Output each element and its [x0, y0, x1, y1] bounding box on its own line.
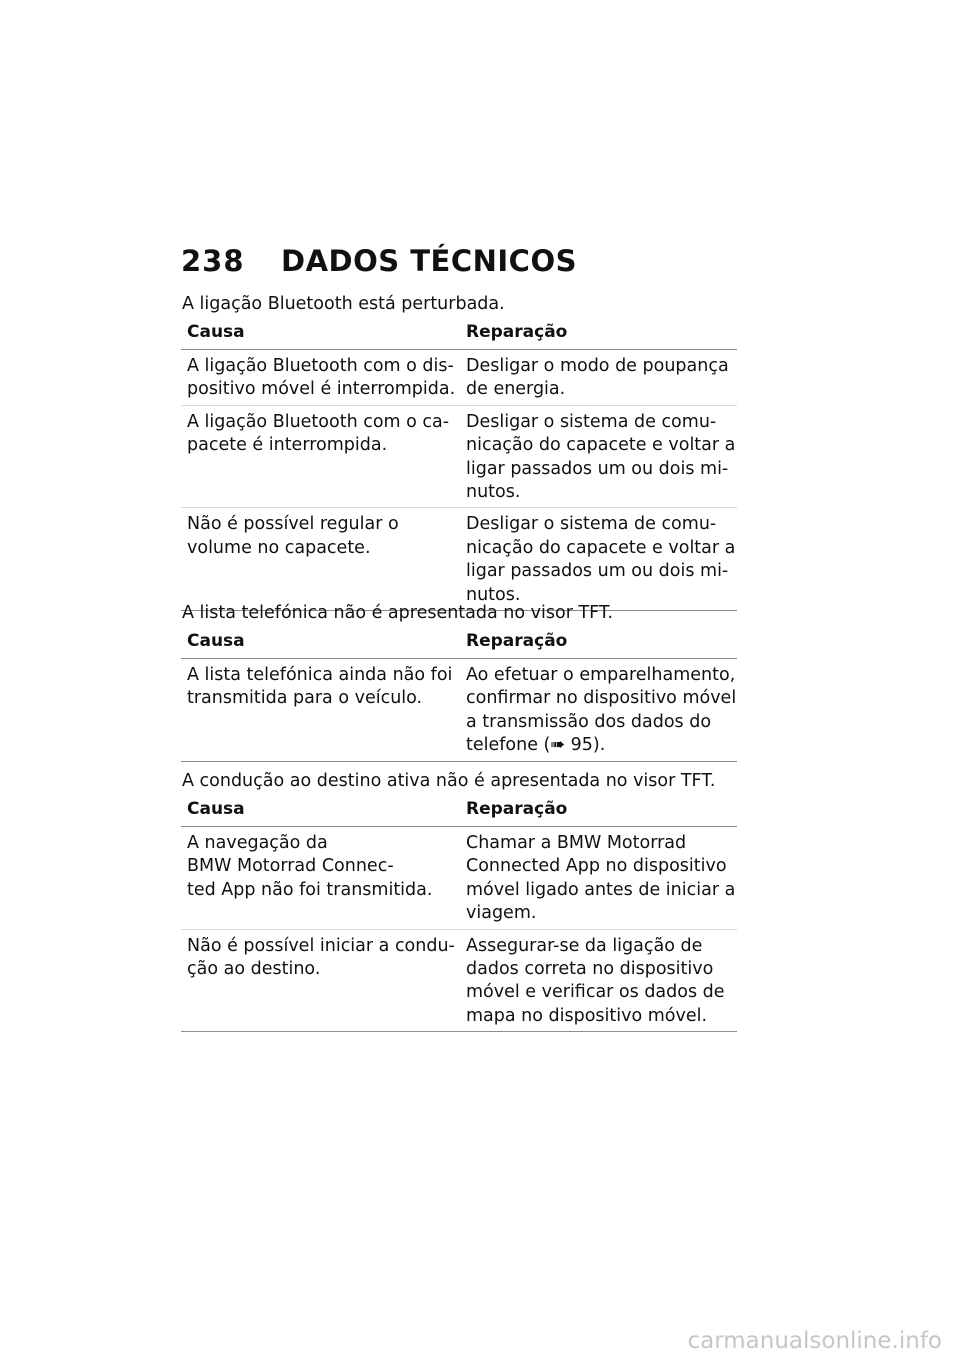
fix-text: nicação do capacete e voltar a: [466, 435, 736, 456]
fix-cell: [460, 350, 737, 406]
fix-text: Chamar a BMW Motorrad: [466, 833, 687, 853]
fix-cell: [460, 827, 737, 930]
table-row: [181, 350, 737, 406]
section-intro: A ligação Bluetooth está perturbada.: [182, 294, 505, 314]
cause-text: A ligação Bluetooth com o ca-: [187, 411, 450, 432]
section-bluetooth: [181, 292, 737, 611]
cause-cell: [181, 827, 460, 930]
cause-text: transmitida para o veículo.: [187, 688, 423, 709]
page-title: DADOS TÉCNICOS: [281, 244, 577, 278]
cause-text: A ligação Bluetooth com o dis-: [187, 356, 454, 376]
cause-text: volume no capacete.: [187, 537, 371, 558]
fix-text: Desligar o modo de poupança: [466, 356, 729, 376]
section-intro: A condução ao destino ativa não é apresentada no visor TFT.: [182, 771, 716, 791]
fix-text: Desligar o sistema de comu-: [466, 514, 717, 535]
table-row: [181, 929, 737, 1032]
cause-cell: [181, 929, 460, 1032]
column-header-fix: Reparação: [460, 796, 737, 827]
fix-text: nutos.: [466, 482, 521, 503]
cause-text: Não é possível regular o: [187, 514, 399, 535]
cause-cell: [181, 659, 460, 762]
fix-text: dados correta no dispositivo: [466, 959, 714, 980]
section-navigation: [181, 769, 737, 1032]
cause-text: positivo móvel é interrompida.: [187, 379, 456, 400]
section-intro: A lista telefónica não é apresentada no visor TFT.: [182, 603, 614, 623]
table-row: [181, 827, 737, 930]
fix-text: Desligar o sistema de comu-: [466, 411, 717, 432]
fix-text: Assegurar-se da ligação de: [466, 935, 703, 956]
column-header-fix: Reparação: [460, 628, 737, 659]
table-row: [181, 508, 737, 611]
fix-text: viagem.: [466, 903, 537, 924]
fix-text: confirmar no dispositivo móvel: [466, 688, 737, 709]
cause-text: ted App não foi transmitida.: [187, 879, 433, 900]
cause-cell: [181, 508, 460, 611]
column-header-fix: Reparação: [460, 319, 737, 350]
fix-text: nicação do capacete e voltar a: [466, 537, 736, 558]
troubleshooting-table: [181, 628, 737, 762]
page-number: 238: [181, 244, 245, 278]
cause-text: BMW Motorrad Connec-: [187, 856, 394, 877]
cause-text: Não é possível iniciar a condu-: [187, 935, 455, 956]
troubleshooting-table: [181, 796, 737, 1032]
troubleshooting-table: [181, 319, 737, 611]
column-header-cause: Causa: [181, 319, 460, 350]
cause-cell: [181, 405, 460, 508]
cause-cell: [181, 350, 460, 406]
fix-text: de energia.: [466, 379, 566, 400]
table-row: [181, 659, 737, 762]
fix-text: mapa no dispositivo móvel.: [466, 1005, 708, 1026]
cause-text: ção ao destino.: [187, 959, 321, 980]
table-row: [181, 405, 737, 508]
fix-text: móvel e verificar os dados de: [466, 982, 725, 1003]
fix-cell: [460, 929, 737, 1032]
cause-text: A navegação da: [187, 833, 328, 853]
fix-text: Connected App no dispositivo: [466, 856, 727, 877]
fix-text: a transmissão dos dados do: [466, 711, 712, 732]
fix-text: móvel ligado antes de iniciar a: [466, 879, 736, 900]
section-phonebook: [181, 601, 737, 762]
fix-cell: [460, 659, 737, 762]
fix-text: ligar passados um ou dois mi-: [466, 561, 729, 582]
cause-text: A lista telefónica ainda não foi: [187, 665, 453, 685]
page-reference-link[interactable]: telefone (➠ 95).: [466, 735, 606, 756]
cause-text: pacete é interrompida.: [187, 435, 388, 456]
fix-text: ligar passados um ou dois mi-: [466, 458, 729, 479]
fix-cell: [460, 508, 737, 611]
fix-text: nutos.: [466, 584, 521, 605]
watermark: carmanualsonline.info: [687, 1328, 942, 1354]
column-header-cause: Causa: [181, 628, 460, 659]
column-header-cause: Causa: [181, 796, 460, 827]
fix-text: Ao efetuar o emparelhamento,: [466, 665, 736, 685]
fix-cell: [460, 405, 737, 508]
